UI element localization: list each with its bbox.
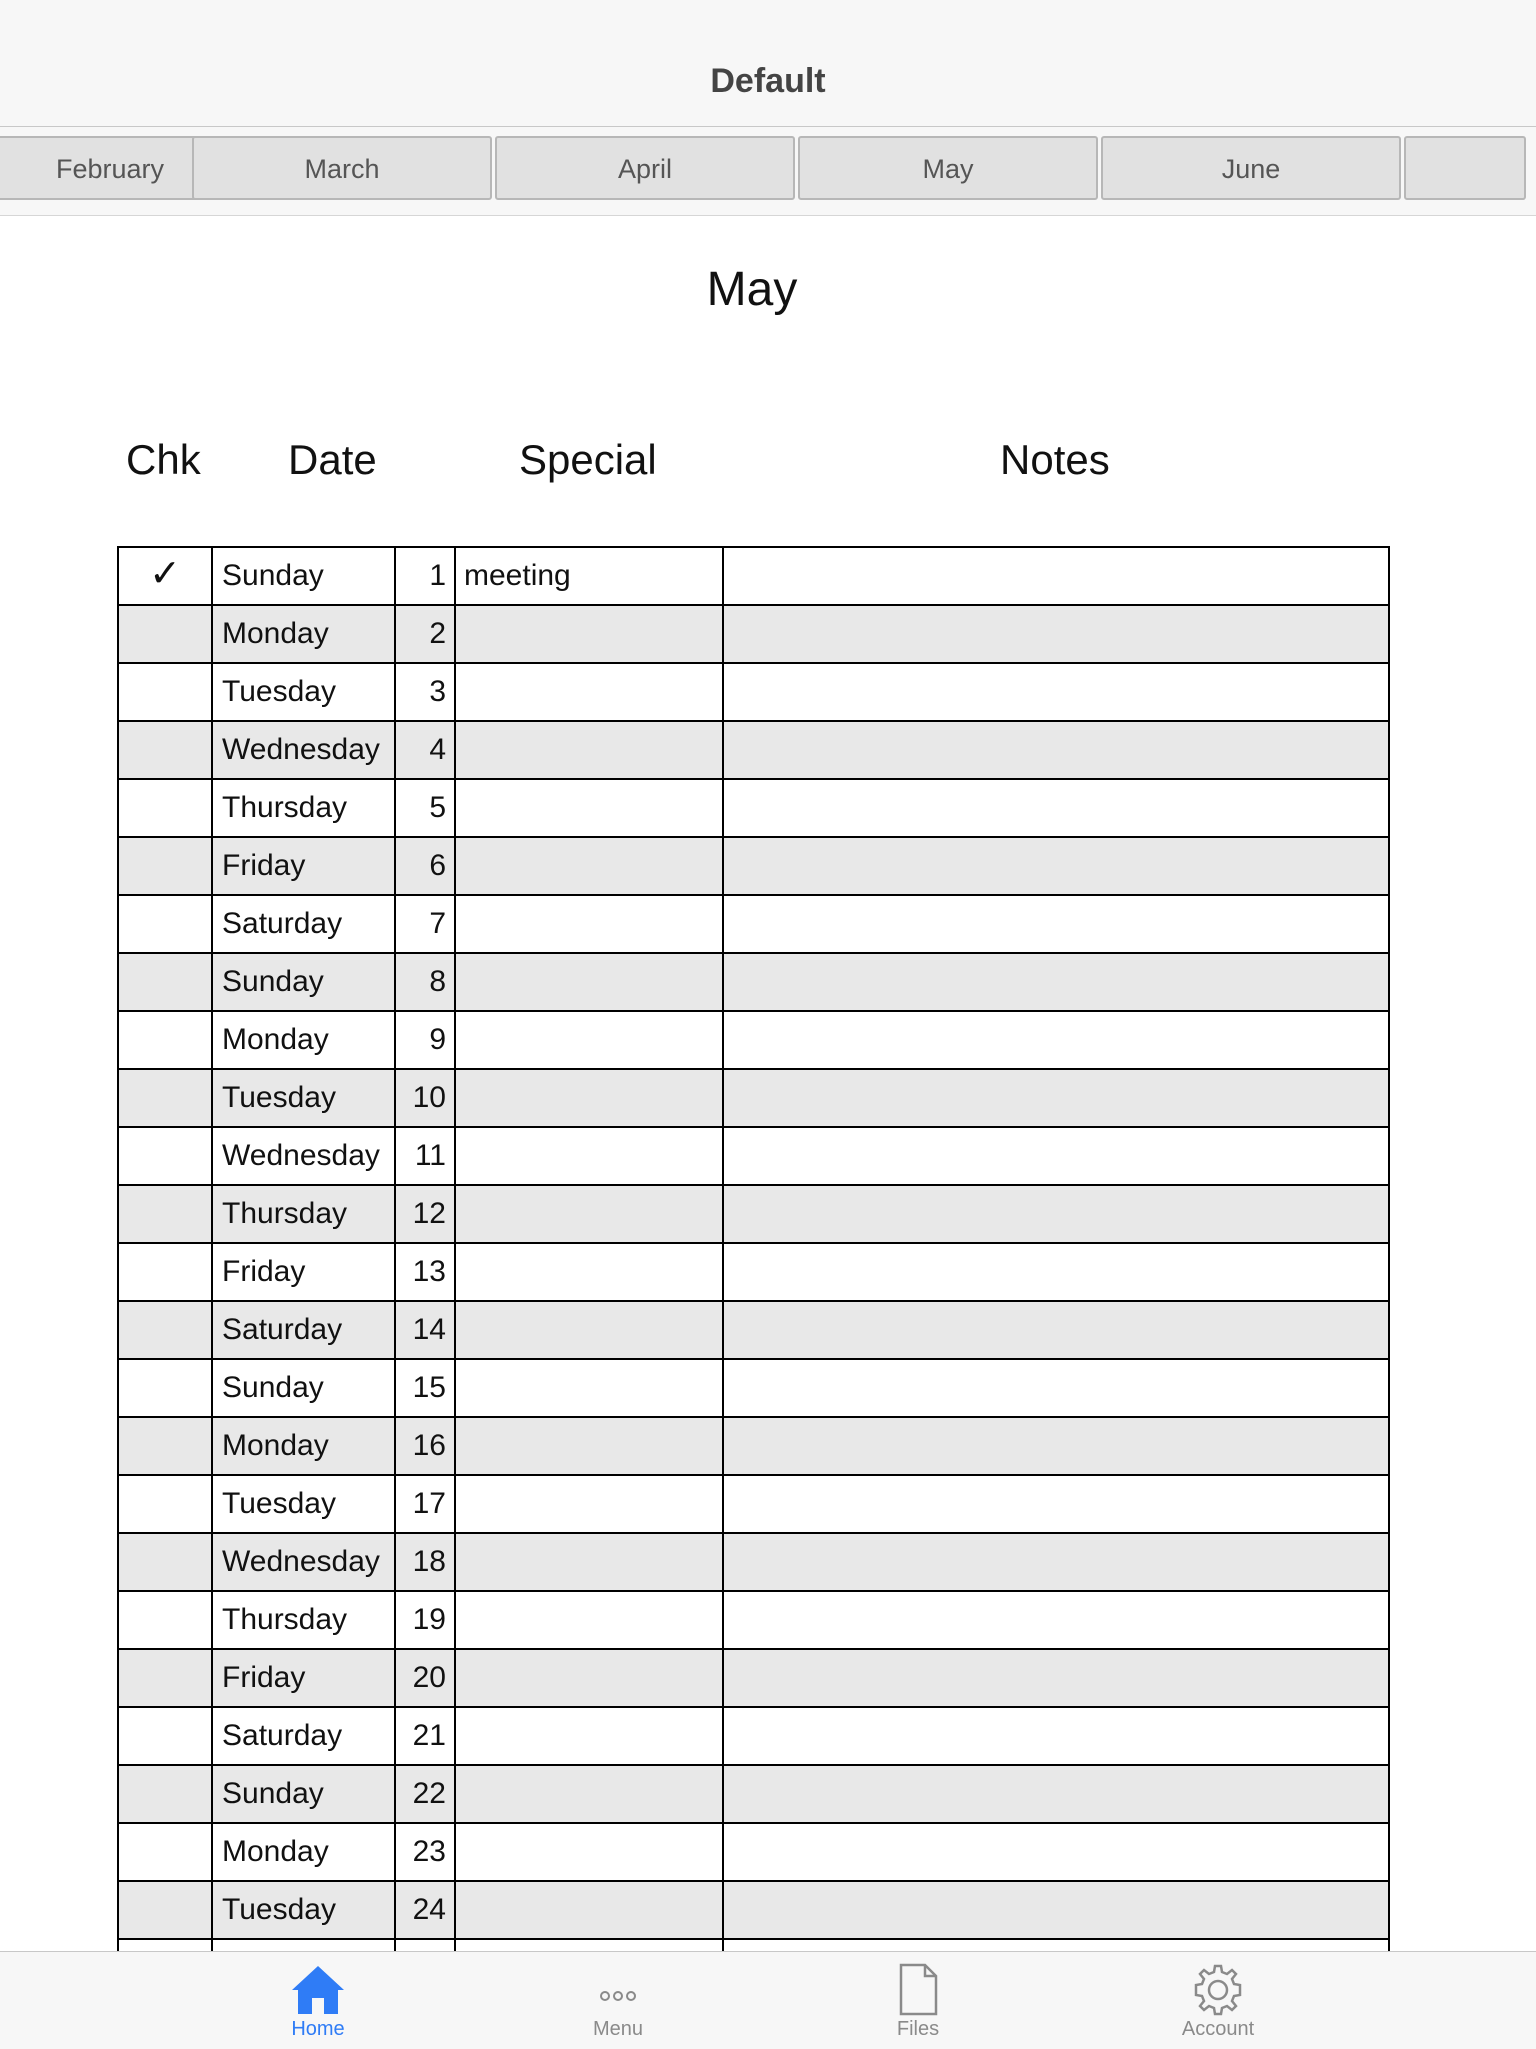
special-cell[interactable] xyxy=(454,1360,722,1416)
day-name-cell: Monday xyxy=(211,1418,394,1474)
day-number-cell: 12 xyxy=(394,1186,454,1242)
month-tab-april[interactable]: April xyxy=(495,136,795,200)
notes-cell[interactable] xyxy=(722,1186,1390,1242)
month-tab-label: February xyxy=(55,154,165,184)
navigation-bar xyxy=(0,0,1536,127)
check-cell[interactable] xyxy=(117,954,211,1010)
planner-table[interactable] xyxy=(117,546,1390,1952)
day-number-cell: 1 xyxy=(394,548,454,604)
day-name-cell: Wednesday xyxy=(211,1534,394,1590)
notes-cell[interactable] xyxy=(722,664,1390,720)
table-row[interactable] xyxy=(117,1186,1390,1244)
month-tab-march[interactable]: March xyxy=(192,136,492,200)
day-number-cell: 19 xyxy=(394,1592,454,1648)
notes-cell[interactable] xyxy=(722,954,1390,1010)
check-cell[interactable] xyxy=(117,1012,211,1068)
check-cell[interactable] xyxy=(117,1592,211,1648)
check-cell[interactable] xyxy=(117,1418,211,1474)
special-cell[interactable] xyxy=(454,1186,722,1242)
day-number-cell: 11 xyxy=(394,1128,454,1184)
day-name-cell: Tuesday xyxy=(211,664,394,720)
day-number-cell: 22 xyxy=(394,1766,454,1822)
check-cell[interactable] xyxy=(117,1534,211,1590)
special-cell[interactable] xyxy=(454,1592,722,1648)
day-name-cell: Friday xyxy=(211,838,394,894)
special-cell[interactable] xyxy=(454,1766,722,1822)
notes-cell[interactable] xyxy=(722,1650,1390,1706)
check-cell[interactable] xyxy=(117,1360,211,1416)
day-number-cell: 18 xyxy=(394,1534,454,1590)
special-cell[interactable] xyxy=(454,896,722,952)
special-cell[interactable] xyxy=(454,1302,722,1358)
day-name-cell: Wednesday xyxy=(211,722,394,778)
table-row[interactable] xyxy=(117,1592,1390,1650)
tab-menu[interactable] xyxy=(518,1952,718,2049)
special-cell[interactable]: meeting xyxy=(454,548,722,604)
month-tab-strip[interactable] xyxy=(0,127,1536,216)
special-cell[interactable] xyxy=(454,1534,722,1590)
day-name-cell: Sunday xyxy=(211,954,394,1010)
check-cell[interactable] xyxy=(117,1824,211,1880)
notes-cell[interactable] xyxy=(722,1012,1390,1068)
notes-cell[interactable] xyxy=(722,1766,1390,1822)
tab-account-label: Account xyxy=(1181,2018,1255,2040)
special-cell[interactable] xyxy=(454,606,722,662)
special-cell[interactable] xyxy=(454,1244,722,1300)
table-row[interactable] xyxy=(117,548,1390,606)
table-row[interactable] xyxy=(117,838,1390,896)
special-cell[interactable] xyxy=(454,1708,722,1764)
day-name-cell: Wednesday xyxy=(211,1128,394,1184)
notes-cell[interactable] xyxy=(722,548,1390,604)
day-number-cell: 8 xyxy=(394,954,454,1010)
special-cell[interactable] xyxy=(454,1070,722,1126)
day-name-cell: Saturday xyxy=(211,1302,394,1358)
check-cell[interactable] xyxy=(117,664,211,720)
special-cell[interactable] xyxy=(454,664,722,720)
special-cell[interactable] xyxy=(454,780,722,836)
tab-home-label: Home xyxy=(291,2018,345,2040)
day-name-cell: Thursday xyxy=(211,780,394,836)
month-tab-july[interactable] xyxy=(1404,136,1526,200)
day-name-cell: Tuesday xyxy=(211,1882,394,1938)
nav-title: Default xyxy=(710,62,826,100)
check-cell[interactable] xyxy=(117,1186,211,1242)
column-header-notes: Notes xyxy=(1000,436,1110,483)
column-header-chk: Chk xyxy=(126,436,201,483)
notes-cell[interactable] xyxy=(722,1824,1390,1880)
day-number-cell: 13 xyxy=(394,1244,454,1300)
check-cell[interactable] xyxy=(117,1244,211,1300)
check-cell[interactable] xyxy=(117,548,211,604)
day-number-cell: 15 xyxy=(394,1360,454,1416)
check-cell[interactable] xyxy=(117,1708,211,1764)
day-number-cell: 3 xyxy=(394,664,454,720)
table-row[interactable] xyxy=(117,1128,1390,1186)
day-name-cell: Monday xyxy=(211,1012,394,1068)
day-name-cell: Tuesday xyxy=(211,1476,394,1532)
check-cell[interactable] xyxy=(117,838,211,894)
day-name-cell: Friday xyxy=(211,1650,394,1706)
day-name-cell: Sunday xyxy=(211,1360,394,1416)
table-row[interactable] xyxy=(117,1534,1390,1592)
file-icon xyxy=(888,1962,948,2018)
special-cell[interactable] xyxy=(454,722,722,778)
notes-cell[interactable] xyxy=(722,1128,1390,1184)
notes-cell[interactable] xyxy=(722,1592,1390,1648)
special-cell[interactable] xyxy=(454,1882,722,1938)
check-cell[interactable] xyxy=(117,1476,211,1532)
day-number-cell: 9 xyxy=(394,1012,454,1068)
day-number-cell: 24 xyxy=(394,1882,454,1938)
check-cell[interactable] xyxy=(117,896,211,952)
notes-cell[interactable] xyxy=(722,1360,1390,1416)
notes-cell[interactable] xyxy=(722,838,1390,894)
table-row[interactable] xyxy=(117,664,1390,722)
notes-cell[interactable] xyxy=(722,1070,1390,1126)
day-number-cell: 20 xyxy=(394,1650,454,1706)
special-cell[interactable] xyxy=(454,1650,722,1706)
column-header-special: Special xyxy=(519,436,657,483)
notes-cell[interactable] xyxy=(722,1534,1390,1590)
table-row[interactable] xyxy=(117,1418,1390,1476)
check-cell[interactable] xyxy=(117,1070,211,1126)
table-row[interactable] xyxy=(117,1302,1390,1360)
day-number-cell: 17 xyxy=(394,1476,454,1532)
special-cell[interactable] xyxy=(454,1418,722,1474)
day-name-cell: Sunday xyxy=(211,548,394,604)
check-cell[interactable] xyxy=(117,1882,211,1938)
notes-cell[interactable] xyxy=(722,1708,1390,1764)
more-icon xyxy=(588,1962,648,2018)
day-number-cell: 16 xyxy=(394,1418,454,1474)
check-cell[interactable] xyxy=(117,606,211,662)
day-name-cell: Monday xyxy=(211,606,394,662)
day-number-cell: 2 xyxy=(394,606,454,662)
day-number-cell: 6 xyxy=(394,838,454,894)
day-name-cell: Saturday xyxy=(211,1708,394,1764)
table-row[interactable] xyxy=(117,780,1390,838)
notes-cell[interactable] xyxy=(722,1476,1390,1532)
day-name-cell: Tuesday xyxy=(211,1070,394,1126)
special-cell[interactable] xyxy=(454,1012,722,1068)
month-tab-june[interactable]: June xyxy=(1101,136,1401,200)
check-cell[interactable] xyxy=(117,1766,211,1822)
tab-files[interactable] xyxy=(818,1952,1018,2049)
notes-cell[interactable] xyxy=(722,1302,1390,1358)
check-cell[interactable] xyxy=(117,1650,211,1706)
month-tab-may[interactable]: May xyxy=(798,136,1098,200)
day-number-cell: 23 xyxy=(394,1824,454,1880)
notes-cell[interactable] xyxy=(722,896,1390,952)
tab-bar xyxy=(0,1951,1536,2049)
notes-cell[interactable] xyxy=(722,606,1390,662)
special-cell[interactable] xyxy=(454,1824,722,1880)
day-number-cell: 7 xyxy=(394,896,454,952)
check-cell[interactable] xyxy=(117,1302,211,1358)
notes-cell[interactable] xyxy=(722,1418,1390,1474)
table-row[interactable] xyxy=(117,1650,1390,1708)
notes-cell[interactable] xyxy=(722,1882,1390,1938)
day-name-cell: Sunday xyxy=(211,1766,394,1822)
table-row[interactable] xyxy=(117,1476,1390,1534)
column-header-date: Date xyxy=(288,436,377,483)
special-cell[interactable] xyxy=(454,1476,722,1532)
day-number-cell: 14 xyxy=(394,1302,454,1358)
special-cell[interactable] xyxy=(454,1128,722,1184)
notes-cell[interactable] xyxy=(722,1244,1390,1300)
day-name-cell: Saturday xyxy=(211,896,394,952)
table-row[interactable] xyxy=(117,1012,1390,1070)
day-number-cell: 5 xyxy=(394,780,454,836)
table-row[interactable] xyxy=(117,1708,1390,1766)
check-cell[interactable] xyxy=(117,780,211,836)
day-name-cell: Monday xyxy=(211,1824,394,1880)
table-row[interactable] xyxy=(117,954,1390,1012)
day-number-cell: 21 xyxy=(394,1708,454,1764)
check-cell[interactable] xyxy=(117,1128,211,1184)
day-name-cell: Thursday xyxy=(211,1592,394,1648)
check-cell[interactable] xyxy=(117,722,211,778)
notes-cell[interactable] xyxy=(722,780,1390,836)
tab-menu-label: Menu xyxy=(592,2018,644,2040)
tab-home[interactable] xyxy=(218,1952,418,2049)
table-row[interactable] xyxy=(117,896,1390,954)
day-name-cell: Thursday xyxy=(211,1186,394,1242)
notes-cell[interactable] xyxy=(722,722,1390,778)
table-row[interactable] xyxy=(117,1766,1390,1824)
table-row[interactable] xyxy=(117,722,1390,780)
tab-files-label: Files xyxy=(896,2018,940,2040)
checkmark-icon: ✓ xyxy=(149,553,181,595)
special-cell[interactable] xyxy=(454,954,722,1010)
table-row[interactable] xyxy=(117,1244,1390,1302)
table-row[interactable] xyxy=(117,1882,1390,1940)
month-title: May xyxy=(706,263,798,316)
day-number-cell: 10 xyxy=(394,1070,454,1126)
table-row[interactable] xyxy=(117,1360,1390,1418)
tab-account[interactable] xyxy=(1118,1952,1318,2049)
special-cell[interactable] xyxy=(454,838,722,894)
day-number-cell: 4 xyxy=(394,722,454,778)
table-row[interactable] xyxy=(117,606,1390,664)
table-row[interactable] xyxy=(117,1824,1390,1882)
day-name-cell: Friday xyxy=(211,1244,394,1300)
table-row[interactable] xyxy=(117,1070,1390,1128)
gear-icon xyxy=(1188,1962,1248,2018)
home-icon xyxy=(288,1962,348,2018)
